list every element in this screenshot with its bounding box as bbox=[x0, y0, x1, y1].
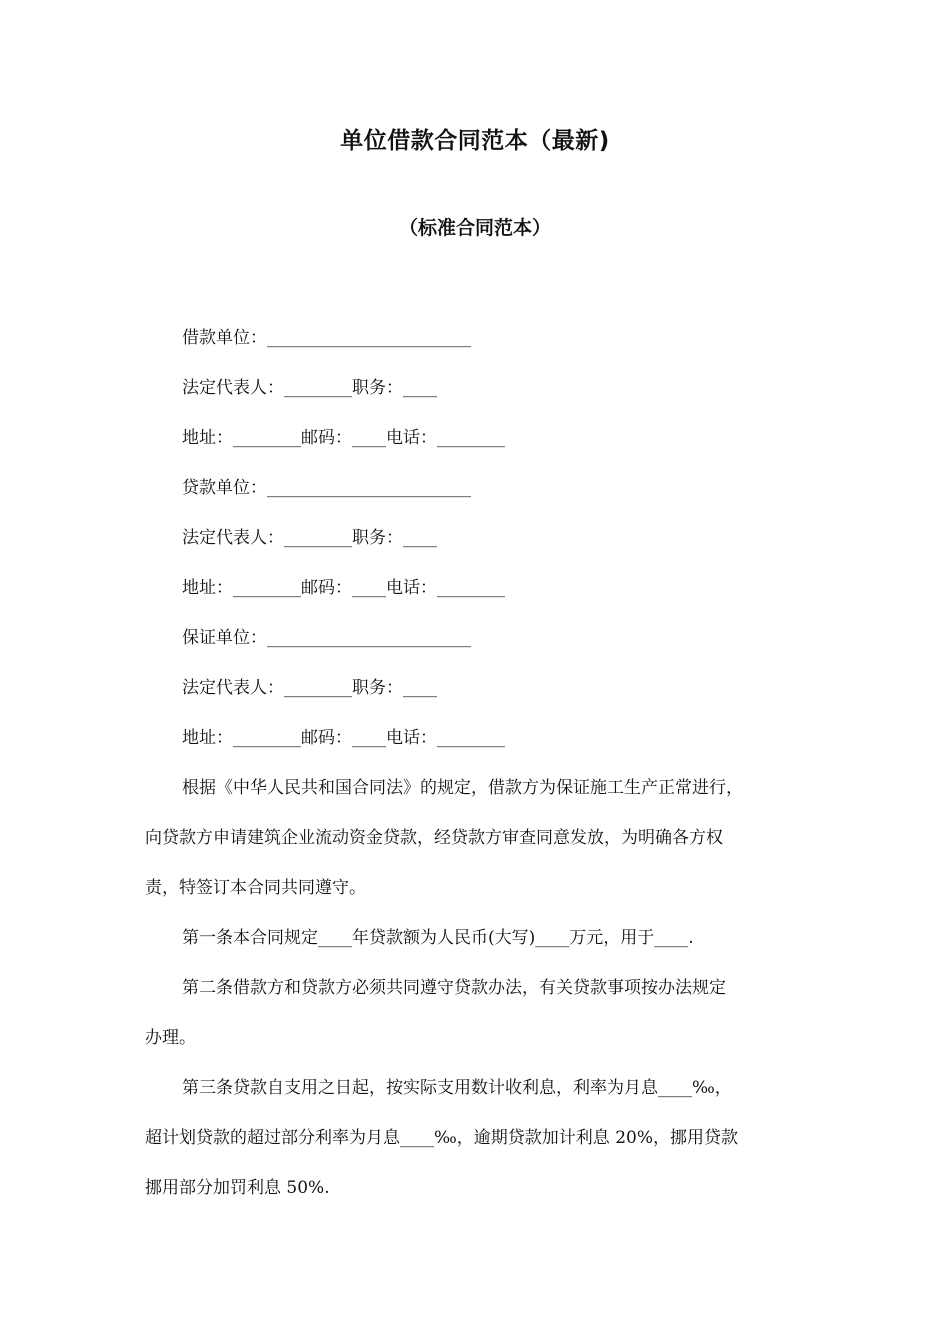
article-2 bbox=[145, 963, 815, 1063]
paragraph-line: 办理。 bbox=[145, 1028, 196, 1048]
borrower-unit-field: 借款单位：________________________ bbox=[182, 328, 471, 348]
lender-address-field: 地址：________邮码：____电话：________ bbox=[182, 578, 505, 598]
lender-unit-field: 贷款单位：________________________ bbox=[182, 478, 471, 498]
guarantor-unit-field: 保证单位：________________________ bbox=[182, 628, 471, 648]
document-body bbox=[145, 313, 815, 1213]
article-1 bbox=[145, 913, 815, 963]
paragraph-line: 第三条贷款自支用之日起，按实际支用数计收利息，利率为月息____‰， bbox=[182, 1078, 732, 1098]
paragraph-line: 第一条本合同规定____年贷款额为人民币(大写)____万元，用于____. bbox=[182, 928, 694, 948]
paragraph-line: 根据《中华人民共和国合同法》的规定，借款方为保证施工生产正常进行， bbox=[182, 778, 743, 798]
party-info-block bbox=[145, 313, 815, 763]
guarantor-representative-field: 法定代表人：________职务：____ bbox=[182, 678, 437, 698]
article-3 bbox=[145, 1063, 815, 1213]
contract-preamble bbox=[145, 763, 815, 913]
paragraph-line: 向贷款方申请建筑企业流动资金贷款，经贷款方审查同意发放，为明确各方权 bbox=[145, 828, 723, 848]
lender-representative-field: 法定代表人：________职务：____ bbox=[182, 528, 437, 548]
paragraph-line: 第二条借款方和贷款方必须共同遵守贷款办法，有关贷款事项按办法规定 bbox=[182, 978, 726, 998]
borrower-address-field: 地址：________邮码：____电话：________ bbox=[182, 428, 505, 448]
borrower-representative-field: 法定代表人：________职务：____ bbox=[182, 378, 437, 398]
paragraph-line: 挪用部分加罚利息 50%. bbox=[145, 1178, 330, 1198]
document-subtitle: （标准合同范本） bbox=[398, 217, 551, 239]
guarantor-address-field: 地址：________邮码：____电话：________ bbox=[182, 728, 505, 748]
paragraph-line: 责，特签订本合同共同遵守。 bbox=[145, 878, 366, 898]
paragraph-line: 超计划贷款的超过部分利率为月息____‰，逾期贷款加计利息 20%，挪用贷款 bbox=[145, 1128, 738, 1148]
document-title: 单位借款合同范本（最新) bbox=[340, 128, 610, 154]
